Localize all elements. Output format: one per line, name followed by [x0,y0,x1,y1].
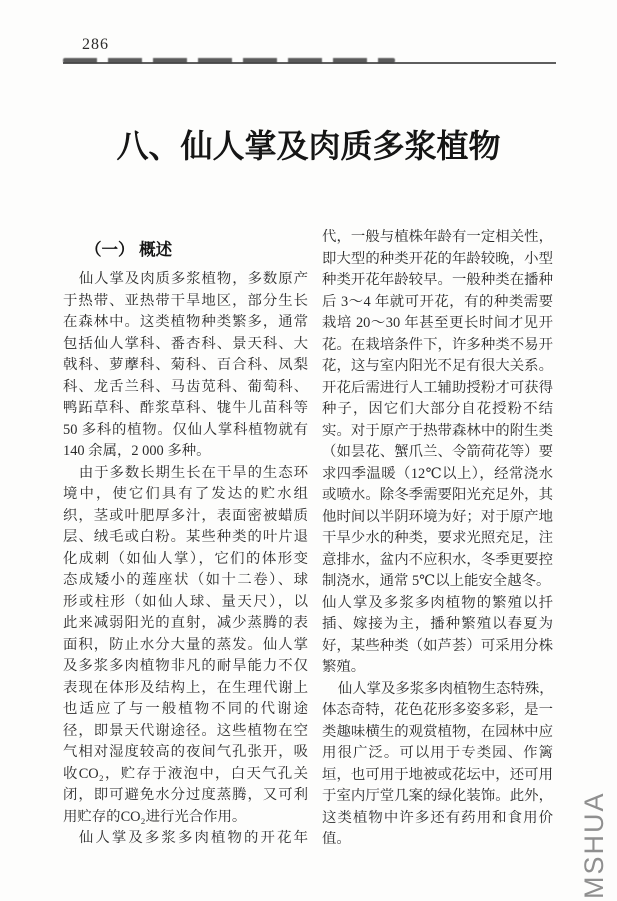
text-line: 表现在体形及结构上，在生理代谢上 [63,679,308,696]
section-heading: （一） 概述 [85,241,173,259]
text-line: 繁殖。 [322,659,366,675]
text-line: 态成矮小的莲座状（如十二卷）、球 [63,572,308,588]
text-line: 或喷水。除冬季需要阳光充足外，其 [322,487,553,503]
text-line: 仙人掌及多浆多肉植物生态特殊， [337,680,554,697]
text-line: 干旱少水的种类，要求光照充足，注 [322,530,553,546]
text-line: 140 余属，2 000 多种。 [63,443,211,459]
text-line: （如昙花、蟹爪兰、令箭荷花等）要 [322,444,553,460]
text-line: 即大型的种类开花的年龄较晚，小型 [322,250,553,267]
text-line: 收CO₂，贮存于液泡中，白天气孔关 [63,765,308,782]
text-line: 闭，即可避免水分过度蒸腾，又可利 [63,787,308,803]
page-number: 286 [82,36,109,53]
watermark: MSHUA [579,791,609,899]
text-line: 开花后需进行人工辅助授粉才可获得 [322,379,553,396]
text-line: 这类植物中许多还有药用和食用价 [322,809,553,826]
text-line: 种类开花年龄较早。一般种类在播种 [322,272,553,288]
text-line: 求四季温暖（12℃以上），经常浇水 [322,465,553,482]
text-line: 他时间以半阴环境为好；对于原产地 [322,508,553,525]
text-line: 用很广泛。可以用于专类园、作篱 [322,745,553,761]
text-line: 形或柱形（如仙人球、量天尺），以 [63,593,308,610]
text-line: 仙人掌及多浆多肉植物的开花年 [78,830,308,846]
text-line: 后 3～4 年就可开花，有的种类需要 [322,293,553,310]
text-line: 插、嫁接为主，播种繁殖以春夏为 [322,616,553,632]
text-line: 意排水，盆内不应积水，冬季更要控 [322,551,553,568]
text-line: 层、绒毛或白粉。某些种类的叶片退 [63,529,308,545]
text-line: 仙人掌及多浆多肉植物的繁殖以扦 [322,594,553,611]
text-line: 类趣味横生的观赏植物，在园林中应 [322,723,553,740]
left-column-text [63,269,308,850]
paragraph [63,828,308,850]
text-line: 值。 [322,831,351,847]
right-column [322,227,553,851]
text-line: 仙人掌及肉质多浆植物，多数原产 [78,271,308,287]
text-line: 用贮存的CO₂进行光合作用。 [63,808,247,825]
text-line: 鸭跖草科、酢浆草科、牻牛儿苗科等 [63,400,308,416]
right-column-text [322,227,553,851]
text-line: 此来减弱阳光的直射，减少蒸腾的表 [63,615,308,631]
paragraph [322,679,553,851]
text-line: 栽培 20～30 年甚至更长时间才见开 [322,315,553,331]
text-line: 由于多数长期生长在干旱的生态环 [78,464,308,481]
text-line: 制浇水，通常 5℃以上能安全越冬。 [322,573,551,589]
page-title: 八、仙人掌及肉质多浆植物 [116,128,501,164]
paragraph [322,593,553,679]
text-line: 体态奇特，花色花形多姿多彩，是一 [322,702,553,718]
text-line: 于热带、亚热带干旱地区，部分生长 [63,292,308,309]
text-line: 科、龙舌兰科、马齿苋科、葡萄科、 [63,378,308,395]
text-line: 种子，因它们大部分自花授粉不结 [322,401,553,417]
text-line: 垣，也可用于地被或花坛中，还可用 [322,766,553,783]
text-line: 好，某些种类（如芦荟）可采用分株 [322,637,553,654]
text-line: 代，一般与植株年龄有一定相关性， [322,229,553,245]
header-rule-smudge [63,58,395,63]
text-line: 面积，防止水分大量的蒸发。仙人掌 [63,636,308,653]
text-columns [63,227,553,851]
text-line: 化成刺（如仙人掌），它们的体形变 [63,550,308,567]
text-line: 戟科、萝藦科、菊科、百合科、凤梨 [63,357,308,373]
text-line: 气相对湿度较高的夜间气孔张开，吸 [63,744,308,760]
text-line: 及多浆多肉植物非凡的耐旱能力不仅 [63,658,308,674]
text-line: 于室内厅堂几案的绿化装饰。此外， [322,788,553,804]
text-line: 也适应了与一般植物不同的代谢途 [63,701,308,717]
paragraph [63,269,308,463]
paragraph [63,463,308,829]
left-column [63,227,308,851]
text-line: 境中，使它们具有了发达的贮水组 [63,486,308,502]
text-line: 50 多科的植物。仅仙人掌科植物就有 [63,421,308,438]
text-line: 在森林中。这类植物种类繁多，通常 [63,314,308,330]
text-line: 花，这与室内阳光不足有很大关系。 [322,358,553,374]
paragraph [322,227,553,593]
text-line: 实。对于原产于热带森林中的附生类 [322,422,553,439]
text-line: 包括仙人掌科、番杏科、景天科、大 [63,335,308,352]
text-line: 织，茎或叶肥厚多汁，表面密被蜡质 [63,507,308,524]
text-line: 径，即景天代谢途径。这些植物在空 [63,722,308,739]
text-line: 花。在栽培条件下，许多种类不易开 [322,336,553,353]
